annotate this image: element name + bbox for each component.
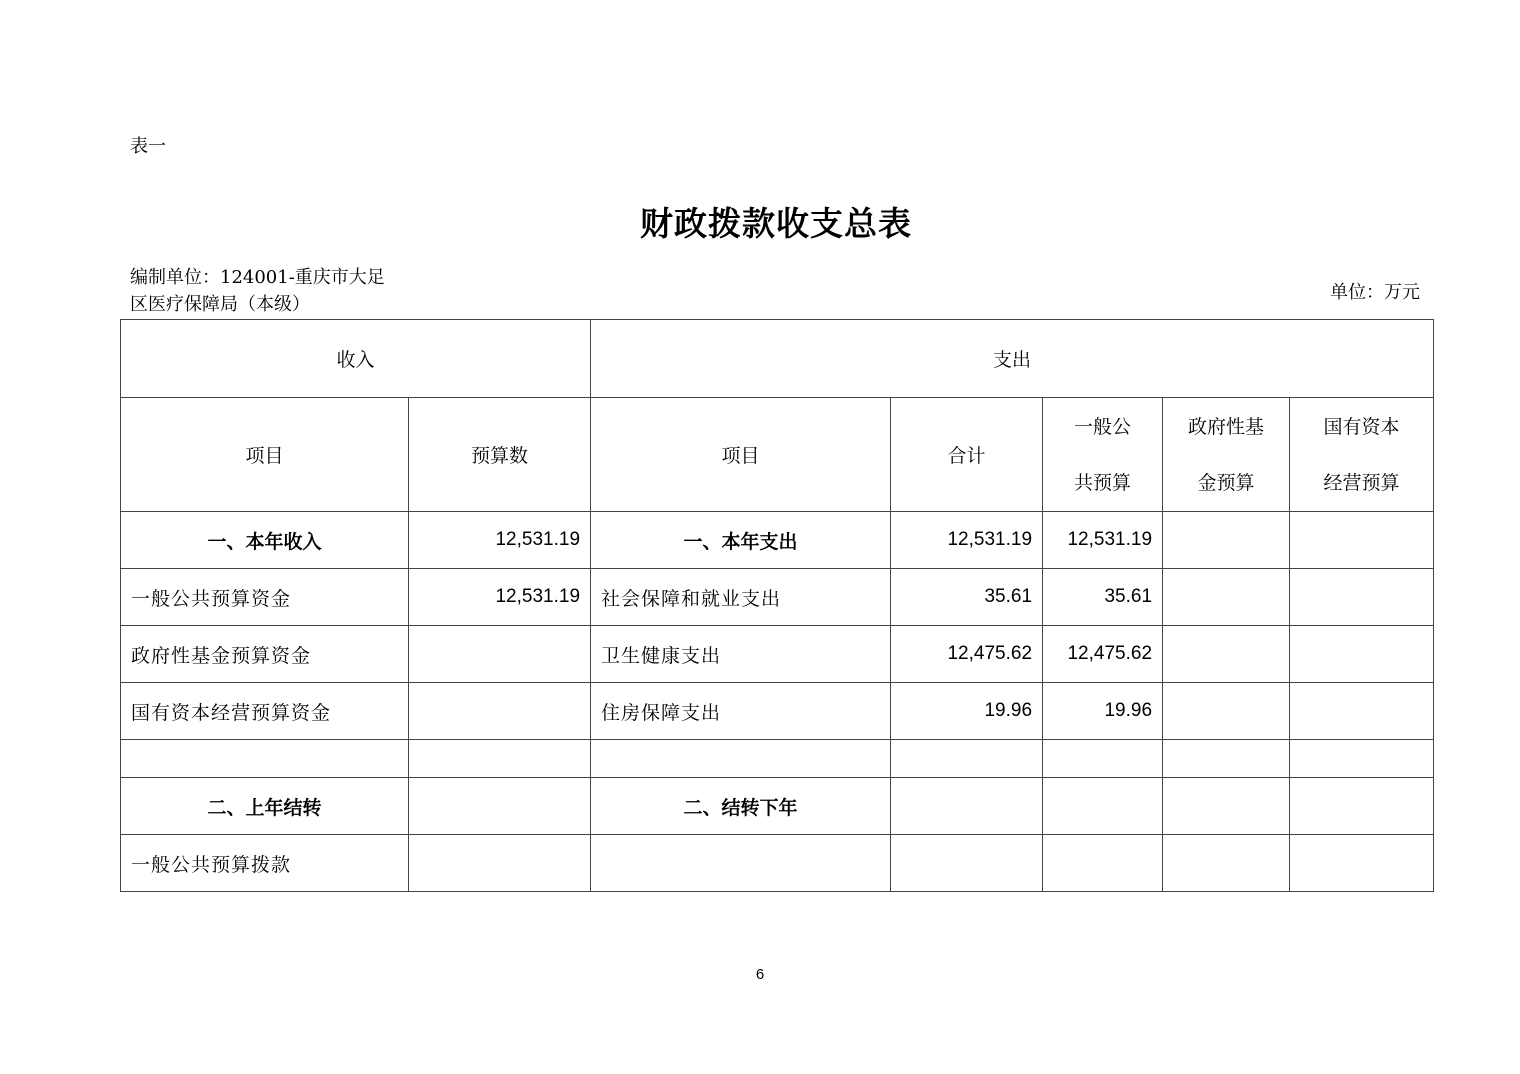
total-cell: 12,475.62: [891, 626, 1043, 683]
fund-budget-cell: [1163, 626, 1290, 683]
general-budget-cell: [1043, 778, 1163, 835]
col-header-fund-line2: 金预算: [1197, 471, 1255, 494]
col-header-state-line1: 国有资本: [1323, 415, 1400, 438]
income-item-cell: [121, 740, 409, 778]
col-header-budget-amount: 预算数: [409, 398, 591, 512]
col-header-fund-line1: 政府性基: [1188, 415, 1265, 438]
total-cell: [891, 835, 1043, 892]
income-item-cell: 一、本年收入: [121, 512, 409, 569]
compiling-unit-line2: 区医疗保障局（本级）: [130, 294, 310, 315]
col-header-state-line2: 经营预算: [1323, 471, 1400, 494]
income-amount-cell: [409, 740, 591, 778]
income-amount-cell: 12,531.19: [409, 512, 591, 569]
income-item-cell: 二、上年结转: [121, 778, 409, 835]
col-header-fund-budget: [1163, 398, 1290, 512]
income-amount-cell: 12,531.19: [409, 569, 591, 626]
table-row: [121, 569, 1434, 626]
general-budget-cell: 12,475.62: [1043, 626, 1163, 683]
total-cell: 12,531.19: [891, 512, 1043, 569]
table-row: [121, 512, 1434, 569]
expense-item-cell: 二、结转下年: [591, 778, 891, 835]
general-budget-cell: 19.96: [1043, 683, 1163, 740]
budget-summary-table: [120, 319, 1434, 892]
income-item-cell: 政府性基金预算资金: [121, 626, 409, 683]
income-amount-cell: [409, 626, 591, 683]
col-header-total: 合计: [891, 398, 1043, 512]
state-capital-cell: [1290, 569, 1434, 626]
col-header-general-line1: 一般公: [1074, 415, 1132, 438]
general-budget-cell: [1043, 740, 1163, 778]
expense-item-cell: 社会保障和就业支出: [591, 569, 891, 626]
income-item-cell: 一般公共预算拨款: [121, 835, 409, 892]
fund-budget-cell: [1163, 569, 1290, 626]
fund-budget-cell: [1163, 683, 1290, 740]
state-capital-cell: [1290, 740, 1434, 778]
income-item-cell: 一般公共预算资金: [121, 569, 409, 626]
income-amount-cell: [409, 835, 591, 892]
total-cell: [891, 740, 1043, 778]
expense-item-cell: [591, 835, 891, 892]
income-amount-cell: [409, 683, 591, 740]
table-row: [121, 626, 1434, 683]
col-header-income-item: 项目: [121, 398, 409, 512]
total-cell: 19.96: [891, 683, 1043, 740]
expense-item-cell: 住房保障支出: [591, 683, 891, 740]
table-row: [121, 778, 1434, 835]
fund-budget-cell: [1163, 778, 1290, 835]
fund-budget-cell: [1163, 835, 1290, 892]
expense-header: 支出: [591, 320, 1434, 398]
compiling-unit-line1: 编制单位：124001-重庆市大足: [130, 267, 385, 288]
state-capital-cell: [1290, 626, 1434, 683]
fund-budget-cell: [1163, 740, 1290, 778]
general-budget-cell: 35.61: [1043, 569, 1163, 626]
col-header-general-line2: 共预算: [1074, 471, 1132, 494]
page-title: 财政拨款收支总表: [640, 204, 912, 243]
currency-unit: 单位：万元: [1330, 282, 1420, 303]
table-row: [121, 683, 1434, 740]
expense-item-cell: 一、本年支出: [591, 512, 891, 569]
table-row: [121, 835, 1434, 892]
compiling-unit: [130, 264, 430, 318]
state-capital-cell: [1290, 835, 1434, 892]
state-capital-cell: [1290, 683, 1434, 740]
page-number: 6: [755, 966, 765, 983]
general-budget-cell: [1043, 835, 1163, 892]
expense-item-cell: [591, 740, 891, 778]
income-amount-cell: [409, 778, 591, 835]
table-row: [121, 740, 1434, 778]
col-header-general-budget: [1043, 398, 1163, 512]
expense-item-cell: 卫生健康支出: [591, 626, 891, 683]
fund-budget-cell: [1163, 512, 1290, 569]
state-capital-cell: [1290, 778, 1434, 835]
state-capital-cell: [1290, 512, 1434, 569]
total-cell: [891, 778, 1043, 835]
col-header-expense-item: 项目: [591, 398, 891, 512]
table-label: 表一: [130, 136, 166, 157]
col-header-state-capital-budget: [1290, 398, 1434, 512]
total-cell: 35.61: [891, 569, 1043, 626]
income-header: 收入: [121, 320, 591, 398]
income-item-cell: 国有资本经营预算资金: [121, 683, 409, 740]
general-budget-cell: 12,531.19: [1043, 512, 1163, 569]
